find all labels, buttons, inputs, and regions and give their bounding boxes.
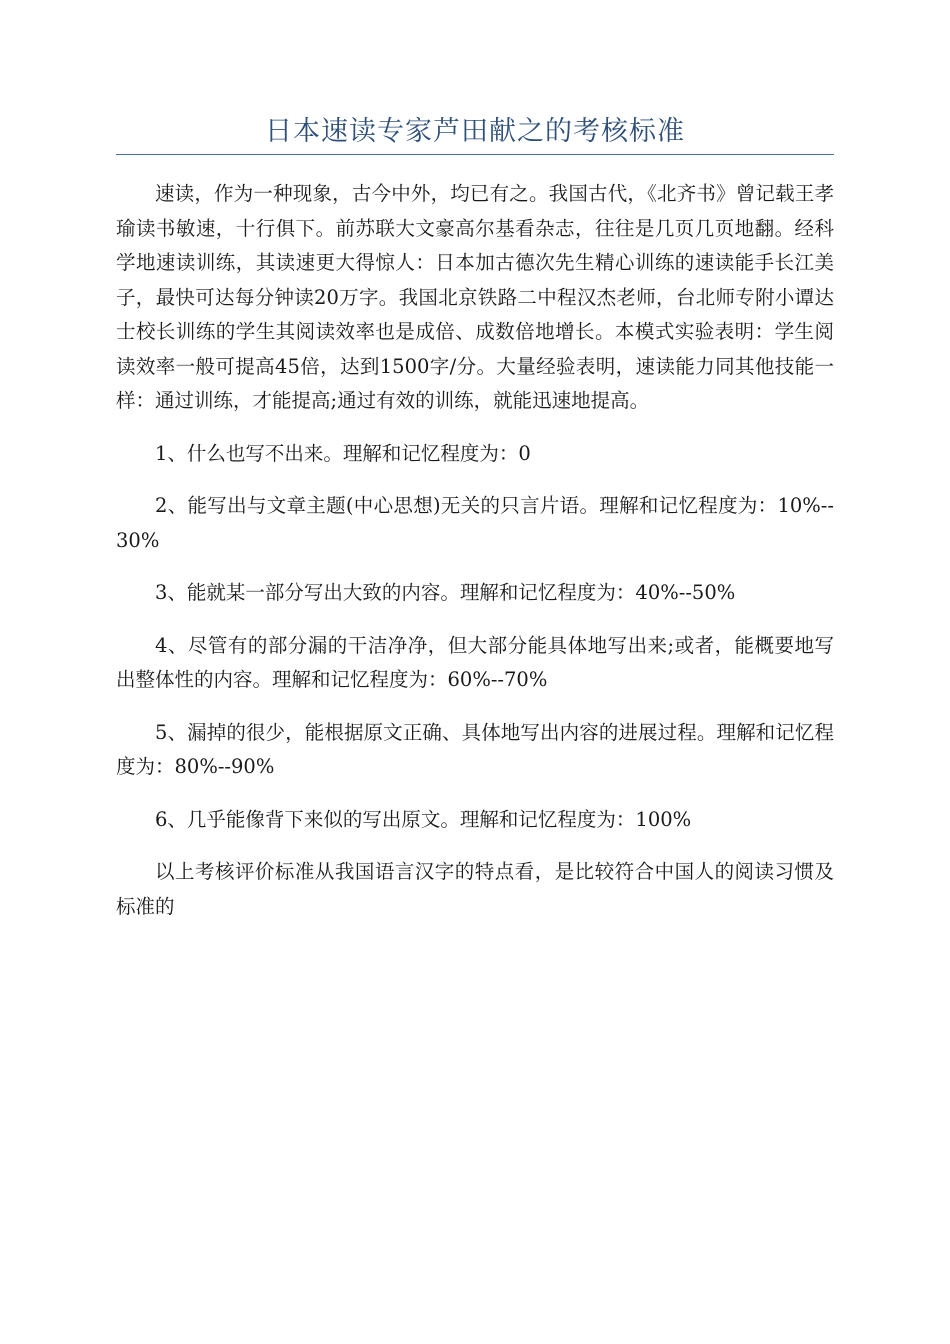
criterion-3: 3、能就某一部分写出大致的内容。理解和记忆程度为：40%--50% (155, 581, 736, 604)
document-title: 日本速读专家芦田献之的考核标准 (265, 116, 685, 147)
criterion-1: 1、什么也写不出来。理解和记忆程度为：0 (155, 441, 531, 465)
title-underline (116, 154, 834, 155)
conclusion-paragraph: 以上考核评价标准从我国语言汉字的特点看，是比较符合中国人的阅读习惯及标准的 (116, 860, 834, 918)
criterion-2: 2、能写出与文章主题(中心思想)无关的只言片语。理解和记忆程度为：10%--30% (116, 494, 834, 552)
criterion-6: 6、几乎能像背下来似的写出原文。理解和记忆程度为：100% (155, 807, 692, 831)
intro-paragraph: 速读，作为一种现象，古今中外，均已有之。我国古代，《北齐书》曾记载王孝瑜读书敏速，十行俱下。前苏联大文豪高尔基看杂志，往往是几页几页地翻。经科学地速读训练，其读速更大得惊人：日本加古德次先生精心训练的速读能手长江美子，最快可达每分钟读20万字。我国北京铁路二中程汉杰老师，台北师专附小谭达士校长训练的学生其阅读效率也是成倍、成数倍地增长。本模式实验表明：学生阅读效率一般可提高45倍，达到1500字/分。大量经验表明，速读能力同其他技能一样：通过训练，才能提高;通过有效的训练，就能迅速地提高。 (116, 182, 834, 412)
document-body (116, 177, 834, 942)
criterion-4: 4、尽管有的部分漏的干洁净净，但大部分能具体地写出来;或者，能概要地写出整体性的内容。理解和记忆程度为：60%--70% (116, 633, 834, 691)
criterion-5: 5、漏掉的很少，能根据原文正确、具体地写出内容的进展过程。理解和记忆程度为：80%--90% (116, 720, 834, 778)
